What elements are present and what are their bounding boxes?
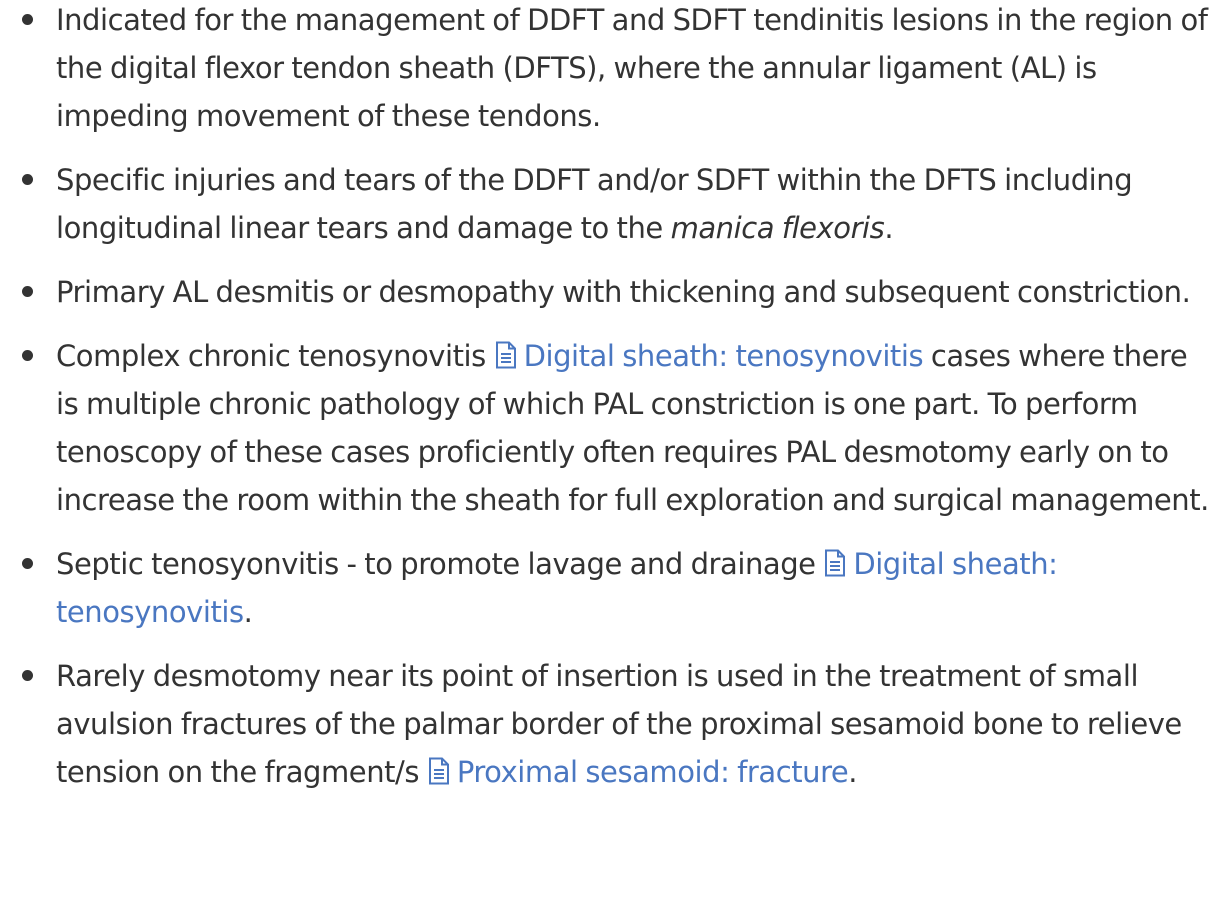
document-icon (427, 757, 451, 785)
item-text-end: . (848, 755, 858, 789)
item-text: Rarely desmotomy near its point of insertion is used in the treatment of small avulsion fractures of the palmar border of the proximal sesamoid bone to relieve tension on the fragment/s (56, 659, 1182, 789)
item-text: Primary AL desmitis or desmopathy with thickening and subsequent constriction. (56, 275, 1191, 309)
item-text-end: . (884, 211, 894, 245)
list-item (0, 0, 1222, 140)
document-icon (823, 549, 847, 577)
bullet (22, 14, 33, 25)
list-item (0, 156, 1222, 252)
bullet (22, 558, 33, 569)
item-text: Specific injuries and tears of the DDFT and/or SDFT within the DFTS including longitudinal linear tears and damage to the (56, 163, 1133, 245)
item-text: Indicated for the management of DDFT and SDFT tendinitis lesions in the region of the digital flexor tendon sheath (DFTS), where the annular ligament (AL) is impeding movement of these tendons. (56, 3, 1208, 133)
bullet (22, 286, 33, 297)
list-item (0, 332, 1222, 524)
list-item (0, 540, 1222, 636)
item-text-end: . (243, 595, 253, 629)
list-item (0, 268, 1222, 316)
link-proximal-sesamoid-fracture[interactable] (427, 755, 848, 789)
bullet (22, 174, 33, 185)
link-digital-sheath-tenosynovitis[interactable] (494, 339, 924, 373)
link-label: Proximal sesamoid: fracture (456, 755, 849, 789)
item-text-end: cases where there is multiple chronic pathology of which PAL constriction is one part. To perform tenoscopy of these cases proficiently often requires PAL desmotomy early on to increase the room within the sheath for full exploration and surgical management. (56, 339, 1209, 517)
item-text: Complex chronic tenosynovitis (56, 339, 494, 373)
item-italic-term: manica flexoris (670, 211, 885, 245)
bullet (22, 670, 33, 681)
document-icon (494, 341, 518, 369)
bullet (22, 350, 33, 361)
link-label: Digital sheath: tenosynovitis (523, 339, 924, 373)
link-label: Digital sheath: tenosynovitis (56, 547, 1058, 629)
list-item (0, 652, 1222, 796)
item-text: Septic tenosyonvitis - to promote lavage and drainage (56, 547, 824, 581)
